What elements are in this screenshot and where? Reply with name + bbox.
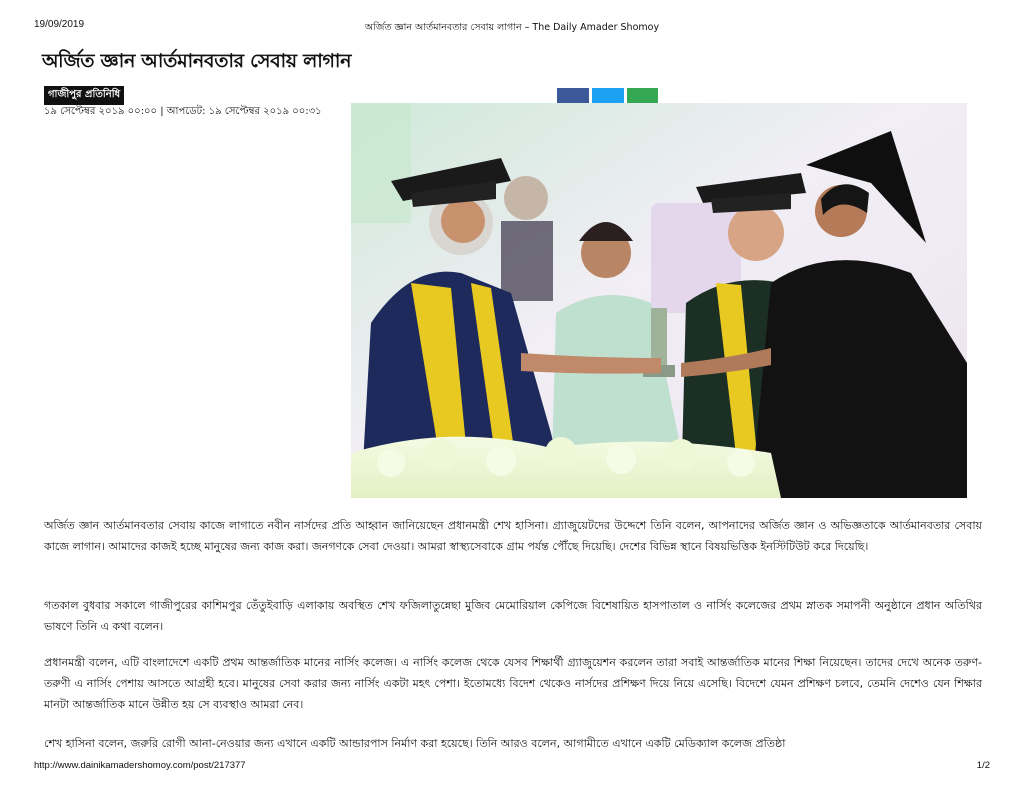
article-paragraph: প্রধানমন্ত্রী বলেন, এটি বাংলাদেশে একটি প্রথম আন্তর্জাতিক মানের নার্সিং কলেজ। এ নার্সিং কলেজ থেকে যেসব শিক্ষার্থী গ্র্যাজুয়েশন করলেন তারা সবাই আন্তর্জাতিক মানের শিক্ষা নিয়েছেন। তাদের দেখে অনেক তরুণ-তরুণী এ নার্সিং পেশায় আসতে আগ্রহী হবে। মানুষের সেবা করার জন্য নার্সিং একটা মহৎ পেশা। ইতোমধ্যে বিদেশ থেকেও নার্সদের প্রশিক্ষণ দিয়ে নিয়ে এসেছি। বিদেশে যেমন প্রশিক্ষণ চলবে, তেমনি দেশেও যেন শিক্ষার মানটা আন্তর্জাতিক মানে উন্নীত হয় সে ব্যবস্থাও আমরা নেব। <box>44 656 982 711</box>
whatsapp-share-button[interactable] <box>627 88 658 103</box>
print-url: http://www.dainikamadershomoy.com/post/217377 <box>34 760 246 771</box>
twitter-share-button[interactable] <box>592 88 624 103</box>
article-headline: অর্জিত জ্ঞান আর্তমানবতার সেবায় লাগান <box>42 50 352 72</box>
print-date: 19/09/2019 <box>34 19 85 30</box>
article-paragraph: গতকাল বুধবার সকালে গাজীপুরের কাশিমপুর তেঁতুইবাড়ি এলাকায় অবস্থিত শেখ ফজিলাতুন্নেছা মুজিব মেমোরিয়াল কেপিজে বিশেষায়িত হাসপাতাল ও নার্সিং কলেজের প্রথম স্নাতক সমাপনী অনুষ্ঠানে প্রধান অতিথির ভাষণে তিনি এ কথা বলেন। <box>44 599 982 633</box>
article-paragraph: অর্জিত জ্ঞান আর্তমানবতার সেবায় কাজে লাগাতে নবীন নার্সদের প্রতি আহ্বান জানিয়েছেন প্রধানমন্ত্রী শেখ হাসিনা। গ্র্যাজুয়েটদের উদ্দেশে তিনি বলেন, আপনাদের অর্জিত জ্ঞান ও অভিজ্ঞতাকে আর্তমানবতার সেবায় কাজে লাগান। আমাদের কাজই হচ্ছে মানুষের জন্য কাজ করা। জনগণকে সেবা দেওয়া। আমরা স্বাস্থ্যসেবাকে গ্রাম পর্যন্ত পৌঁছে দিয়েছি। দেশের বিভিন্ন স্থানে বিষয়ভিত্তিক ইনস্টিটিউট করে দিয়েছি। <box>44 519 982 553</box>
page-number: 1/2 <box>976 760 990 771</box>
publish-dates: ১৯ সেপ্টেম্বর ২০১৯ ০০:০০ | আপডেট: ১৯ সেপ্টেম্বর ২০১৯ ০০:৩১ <box>44 106 322 117</box>
article-paragraph: শেখ হাসিনা বলেন, জরুরি রোগী আনা-নেওয়ার জন্য এখানে একটি আন্ডারপাস নির্মাণ করা হয়েছে। তিনি আরও বলেন, আগামীতে এখানে একটি মেডিক্যাল কলেজ প্রতিষ্ঠা <box>44 737 786 750</box>
author-badge: গাজীপুর প্রতিনিধি <box>44 86 124 105</box>
article-photo <box>351 103 967 498</box>
print-page-title: অর্জিত জ্ঞান আর্তমানবতার সেবায় লাগান – The Daily Amader Shomoy <box>364 22 660 33</box>
facebook-share-button[interactable] <box>557 88 589 103</box>
